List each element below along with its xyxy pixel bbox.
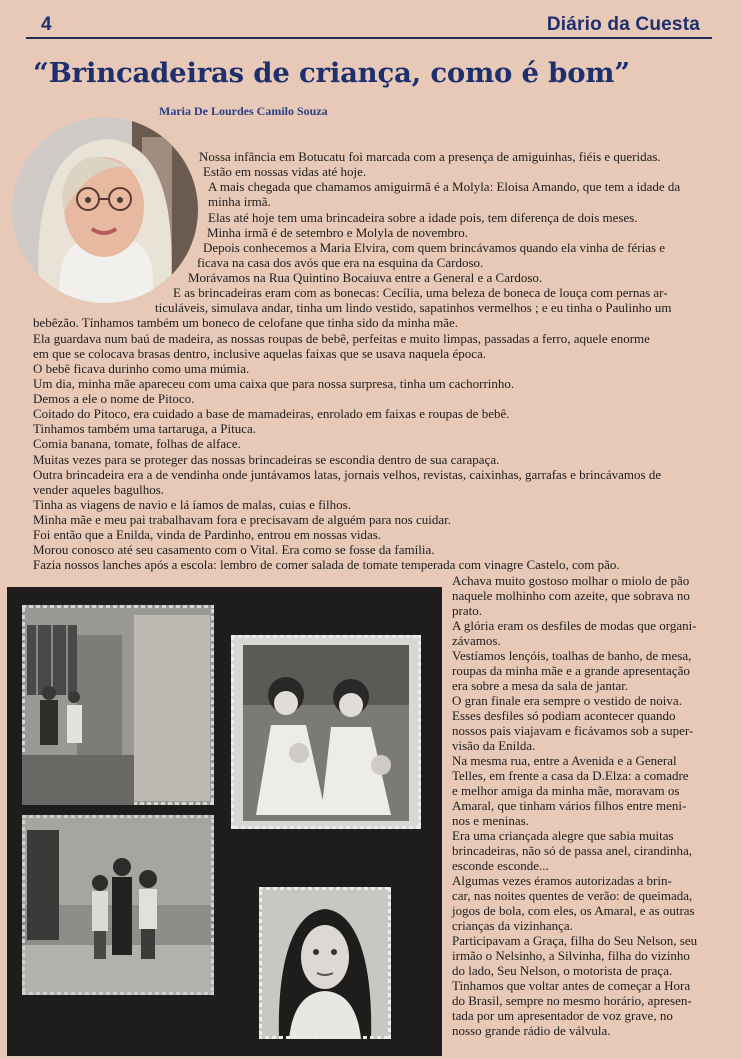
body-line: Nossa infância em Botucatu foi marcada com a presença de amiguinhas, fiéis e queridas.	[199, 149, 661, 164]
body-line: Participavam a Graça, filha do Seu Nelson, seu	[452, 933, 698, 948]
body-line: E as brincadeiras eram com as bonecas: Cecília, uma beleza de boneca de louça com pernas ar-	[173, 285, 668, 300]
body-line: Amaral, que tinham vários filhos entre meni-	[452, 798, 687, 813]
body-line: Estão em nossas vidas até hoje.	[203, 164, 367, 179]
body-line: Morou conosco até seu casamento com o Vital. Era como se fosse da família.	[33, 542, 435, 557]
body-line: A glória eram os desfiles de modas que organi-	[452, 618, 697, 633]
body-line: závamos.	[452, 633, 501, 648]
photo-woman-portrait	[259, 887, 391, 1039]
body-line: Telles, em frente a casa da D.Elza: a comadre	[452, 768, 689, 783]
body-line: O bebê ficava durinho como uma múmia.	[33, 361, 250, 376]
body-line: Outra brincadeira era a de vendinha onde juntávamos latas, jornais velhos, revistas, caixinhas, garrafas e brincávamos de	[33, 467, 662, 482]
header-rule	[26, 37, 712, 39]
author-byline: Maria De Lourdes Camilo Souza	[159, 104, 328, 118]
body-line: Minha irmã é de setembro e Molyla de novembro.	[207, 225, 469, 240]
body-line: prato.	[452, 603, 482, 618]
body-line: do Brasil, sempre no mesmo horário, apresen-	[452, 993, 692, 1008]
body-line: crianças da vizinhança.	[452, 918, 573, 933]
body-line: Muitas vezes para se proteger das nossas brincadeiras se escondia dentro de sua carapaça.	[33, 452, 500, 467]
body-line: Algumas vezes éramos autorizadas a brin-	[452, 873, 672, 888]
body-line: Era uma criançada alegre que sabia muitas	[452, 828, 674, 843]
body-line: Depois conhecemos a Maria Elvira, com quem brincávamos quando ela vinha de férias e	[203, 240, 666, 255]
body-line: minha irmã.	[208, 194, 271, 209]
body-line: Esses desfiles só podiam acontecer quando	[452, 708, 676, 723]
body-line: brincadeiras, não só de passa anel, cirandinha,	[452, 843, 693, 858]
body-line: esconde esconde...	[452, 858, 549, 873]
article-title: “Brincadeiras de criança, como é bom”	[33, 57, 630, 89]
body-line: Comia banana, tomate, folhas de alface.	[33, 436, 241, 451]
body-line: Foi então que a Enilda, vinda de Pardinho, entrou em nossas vidas.	[33, 527, 382, 542]
body-line: O gran finale era sempre o vestido de noiva.	[452, 693, 682, 708]
body-line: Minha mãe e meu pai trabalhavam fora e precisavam de alguém para nos cuidar.	[33, 512, 451, 527]
body-line: nosso grande rádio de válvula.	[452, 1023, 611, 1038]
body-line: Na mesma rua, entre a Avenida e a General	[452, 753, 677, 768]
body-line: Um dia, minha mãe apareceu com uma caixa que para nossa surpresa, tinha um cachorrinho.	[33, 376, 515, 391]
body-line: Coitado do Pitoco, era cuidado a base de mamadeiras, enrolado em faixas e roupas de bebê.	[33, 406, 510, 421]
body-line: Morávamos na Rua Quintino Bocaiuva entre a General e a Cardoso.	[188, 270, 543, 285]
body-line: e melhor amiga da minha mãe, moravam os	[452, 783, 680, 798]
body-line: Tinhamos também uma tartaruga, a Pituca.	[33, 421, 256, 436]
body-line: Achava muito gostoso molhar o miolo de pão	[452, 573, 690, 588]
photo-girls-with-dolls	[231, 635, 421, 829]
author-portrait	[12, 117, 198, 303]
photo-three-children	[22, 815, 214, 995]
body-line: Demos a ele o nome de Pitoco.	[33, 391, 195, 406]
body-line: era sobre a mesa da sala de jantar.	[452, 678, 629, 693]
body-line: A mais chegada que chamamos amiguirmã é a Molyla: Eloisa Amando, que tem a idade da	[208, 179, 681, 194]
body-line: Ela guardava num baú de madeira, as nossas roupas de bebê, perfeitas e muito limpas, passadas a ferro, aquele enorme	[33, 331, 650, 346]
page-number: 4	[41, 14, 52, 35]
body-line: irmão o Nelsinho, a Silvinha, filha do vizinho	[452, 948, 690, 963]
body-line: do lado, Seu Nelson, o motorista de praça.	[452, 963, 673, 978]
body-line: roupas da minha mãe e a grande apresentação	[452, 663, 690, 678]
body-line: Elas até hoje tem uma brincadeira sobre a idade pois, tem diferença de dois meses.	[208, 210, 638, 225]
body-line: tada por um apresentador de voz grave, no	[452, 1008, 673, 1023]
body-line: Vestíamos lençóis, toalhas de banho, de mesa,	[452, 648, 692, 663]
photo-house-children	[22, 605, 214, 805]
body-line: Tinhamos que voltar antes de começar a Hora	[452, 978, 691, 993]
body-line: visão da Enilda.	[452, 738, 536, 753]
body-line: Tinha as viagens de navio e lá íamos de malas, cuias e filhos.	[33, 497, 351, 512]
body-line: naquele molhinho com azeite, que sobrava no	[452, 588, 690, 603]
body-line: vender aqueles bagulhos.	[33, 482, 165, 497]
body-line: car, nas noites quentes de verão: de queimada,	[452, 888, 693, 903]
body-line: ficava na casa dos avós que era na esquina da Cardoso.	[197, 255, 484, 270]
body-line: nossos pais viajavam e ficávamos sob a super-	[452, 723, 694, 738]
journal-name: Diário da Cuesta	[546, 14, 700, 35]
body-line: nos e meninas.	[452, 813, 529, 828]
body-line: em que se colocava brasas dentro, inclusive aquelas faixas que se usava naquela época.	[33, 346, 487, 361]
body-line: jogos de bola, com eles, os Amaral, e as outras	[452, 903, 695, 918]
article-column-right	[452, 573, 724, 1038]
body-line: ticuláveis, simulava andar, tinha um lindo vestido, sapatinhos vermelhos ; e eu tinha o Paulinho um	[155, 300, 672, 315]
photo-collage	[7, 587, 442, 1056]
body-line: bebêzão. Tínhamos também um boneco de celofane que tinha sido da minha mãe.	[33, 315, 459, 330]
body-line: Fazia nossos lanches após a escola: lembro de comer salada de tomate temperada com vinagre Castelo, com pão.	[33, 557, 620, 572]
